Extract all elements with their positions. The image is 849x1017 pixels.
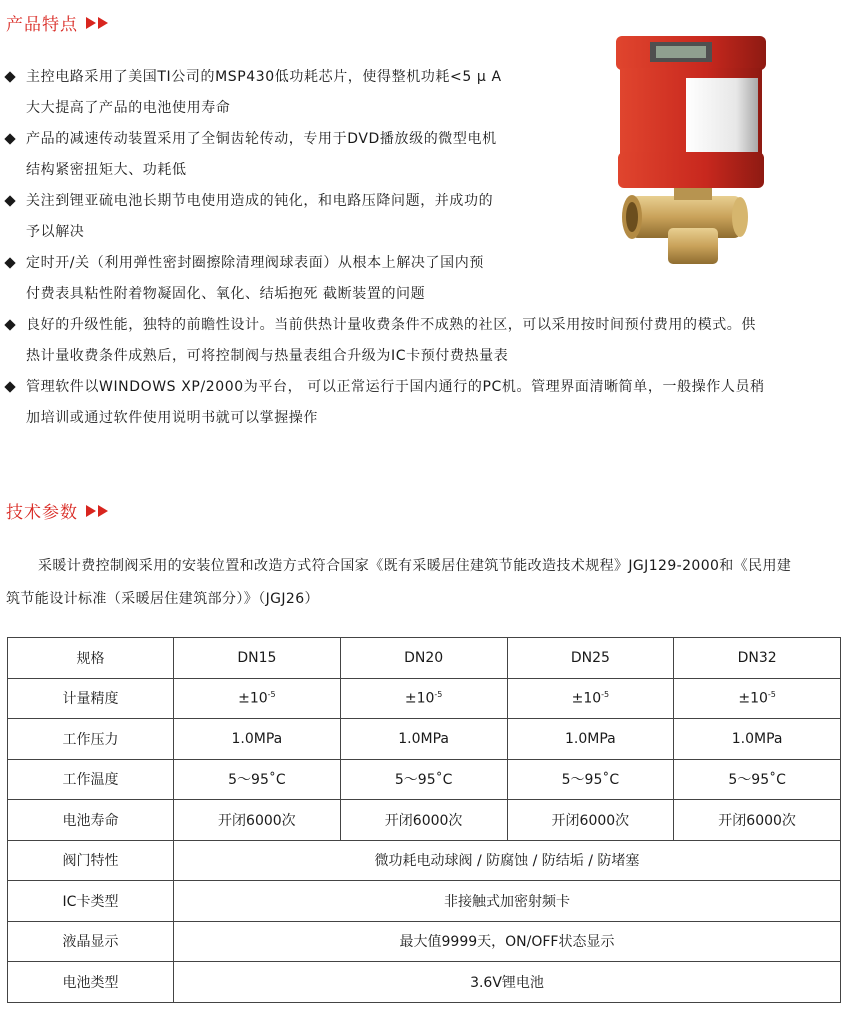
double-arrow-icon <box>86 505 110 517</box>
table-cell: 开闭6000次 <box>174 800 341 841</box>
row-label: 工作压力 <box>8 719 174 760</box>
feature-line: 加培训或通过软件使用说明书就可以掌握操作 <box>26 410 318 426</box>
table-row <box>8 921 841 962</box>
table-cell: 1.0MPa <box>674 719 841 760</box>
table-cell: 最大值9999天，ON/OFF状态显示 <box>174 921 841 962</box>
feature-line: 热计量收费条件成熟后，可将控制阀与热量表组合升级为IC卡预付费热量表 <box>26 348 509 364</box>
row-label: 工作温度 <box>8 759 174 800</box>
feature-line: 主控电路采用了美国TI公司的MSP430低功耗芯片，使得整机功耗<5 μ A <box>26 69 502 85</box>
double-arrow-icon <box>86 17 110 29</box>
col-header: DN25 <box>507 638 674 679</box>
table-cell: 非接触式加密射频卡 <box>174 881 841 922</box>
feature-line: 管理软件以WINDOWS XP/2000为平台， 可以正常运行于国内通行的PC机。管理界面清晰简单，一般操作人员稍 <box>26 379 765 395</box>
row-label: 液晶显示 <box>8 921 174 962</box>
feature-line: 定时开/关（利用弹性密封圈擦除清理阀球表面）从根本上解决了国内预 <box>26 255 484 271</box>
col-header: DN20 <box>340 638 507 679</box>
table-cell: 5～95˚C <box>507 759 674 800</box>
features-title-text: 产品特点 <box>6 15 78 35</box>
col-header: DN32 <box>674 638 841 679</box>
specs-title-text: 技术参数 <box>6 503 78 523</box>
table-cell: 1.0MPa <box>174 719 341 760</box>
table-cell: 开闭6000次 <box>507 800 674 841</box>
table-row <box>8 759 841 800</box>
table-cell: 1.0MPa <box>340 719 507 760</box>
feature-line: 付费表具粘性附着物凝固化、氧化、结垢抱死 截断装置的问题 <box>26 286 426 302</box>
features-section-title <box>6 10 110 35</box>
table-cell: 5～95˚C <box>340 759 507 800</box>
table-cell: 3.6V锂电池 <box>174 962 841 1003</box>
feature-line: 予以解决 <box>26 224 85 240</box>
row-label: 规格 <box>8 638 174 679</box>
col-header: DN15 <box>174 638 341 679</box>
features-list <box>6 62 826 434</box>
feature-line: 结构紧密扭矩大、功耗低 <box>26 162 187 178</box>
intro-line: 筑节能设计标准（采暖居住建筑部分）》（JGJ26） <box>6 591 319 607</box>
table-cell: 微功耗电动球阀 / 防腐蚀 / 防结垢 / 防堵塞 <box>174 840 841 881</box>
feature-item <box>6 124 826 186</box>
feature-line: 良好的升级性能，独特的前瞻性设计。当前供热计量收费条件不成熟的社区，可以采用按时间预付费用的模式。供 <box>26 317 756 333</box>
table-row <box>8 881 841 922</box>
intro-line: 采暖计费控制阀采用的安装位置和改造方式符合国家《既有采暖居住建筑节能改造技术规程》JGJ129-2000和《民用建 <box>38 558 792 574</box>
table-row <box>8 962 841 1003</box>
row-label: IC卡类型 <box>8 881 174 922</box>
feature-line: 产品的减速传动装置采用了全铜齿轮传动，专用于DVD播放级的微型电机 <box>26 131 497 147</box>
table-cell: $\pm 10^{-5}$ <box>674 678 841 719</box>
table-cell: $\pm 10^{-5}$ <box>340 678 507 719</box>
table-row <box>8 678 841 719</box>
specs-section-title <box>6 498 110 523</box>
table-cell: 1.0MPa <box>507 719 674 760</box>
table-cell: 5～95˚C <box>674 759 841 800</box>
table-row <box>8 719 841 760</box>
specs-intro <box>6 550 841 616</box>
row-label: 阀门特性 <box>8 840 174 881</box>
feature-item <box>6 248 826 310</box>
feature-item <box>6 62 826 124</box>
table-cell: 5～95˚C <box>174 759 341 800</box>
feature-line: 大大提高了产品的电池使用寿命 <box>26 100 231 116</box>
table-row <box>8 800 841 841</box>
feature-item <box>6 310 826 372</box>
row-label: 电池寿命 <box>8 800 174 841</box>
spec-table <box>7 637 841 1003</box>
feature-item <box>6 372 826 434</box>
table-row <box>8 840 841 881</box>
table-row <box>8 638 841 679</box>
table-cell: 开闭6000次 <box>674 800 841 841</box>
table-cell: 开闭6000次 <box>340 800 507 841</box>
row-label: 电池类型 <box>8 962 174 1003</box>
row-label: 计量精度 <box>8 678 174 719</box>
feature-line: 关注到锂亚硫电池长期节电使用造成的钝化，和电路压降问题，并成功的 <box>26 193 494 209</box>
table-cell: $\pm 10^{-5}$ <box>174 678 341 719</box>
feature-item <box>6 186 826 248</box>
table-cell: $\pm 10^{-5}$ <box>507 678 674 719</box>
